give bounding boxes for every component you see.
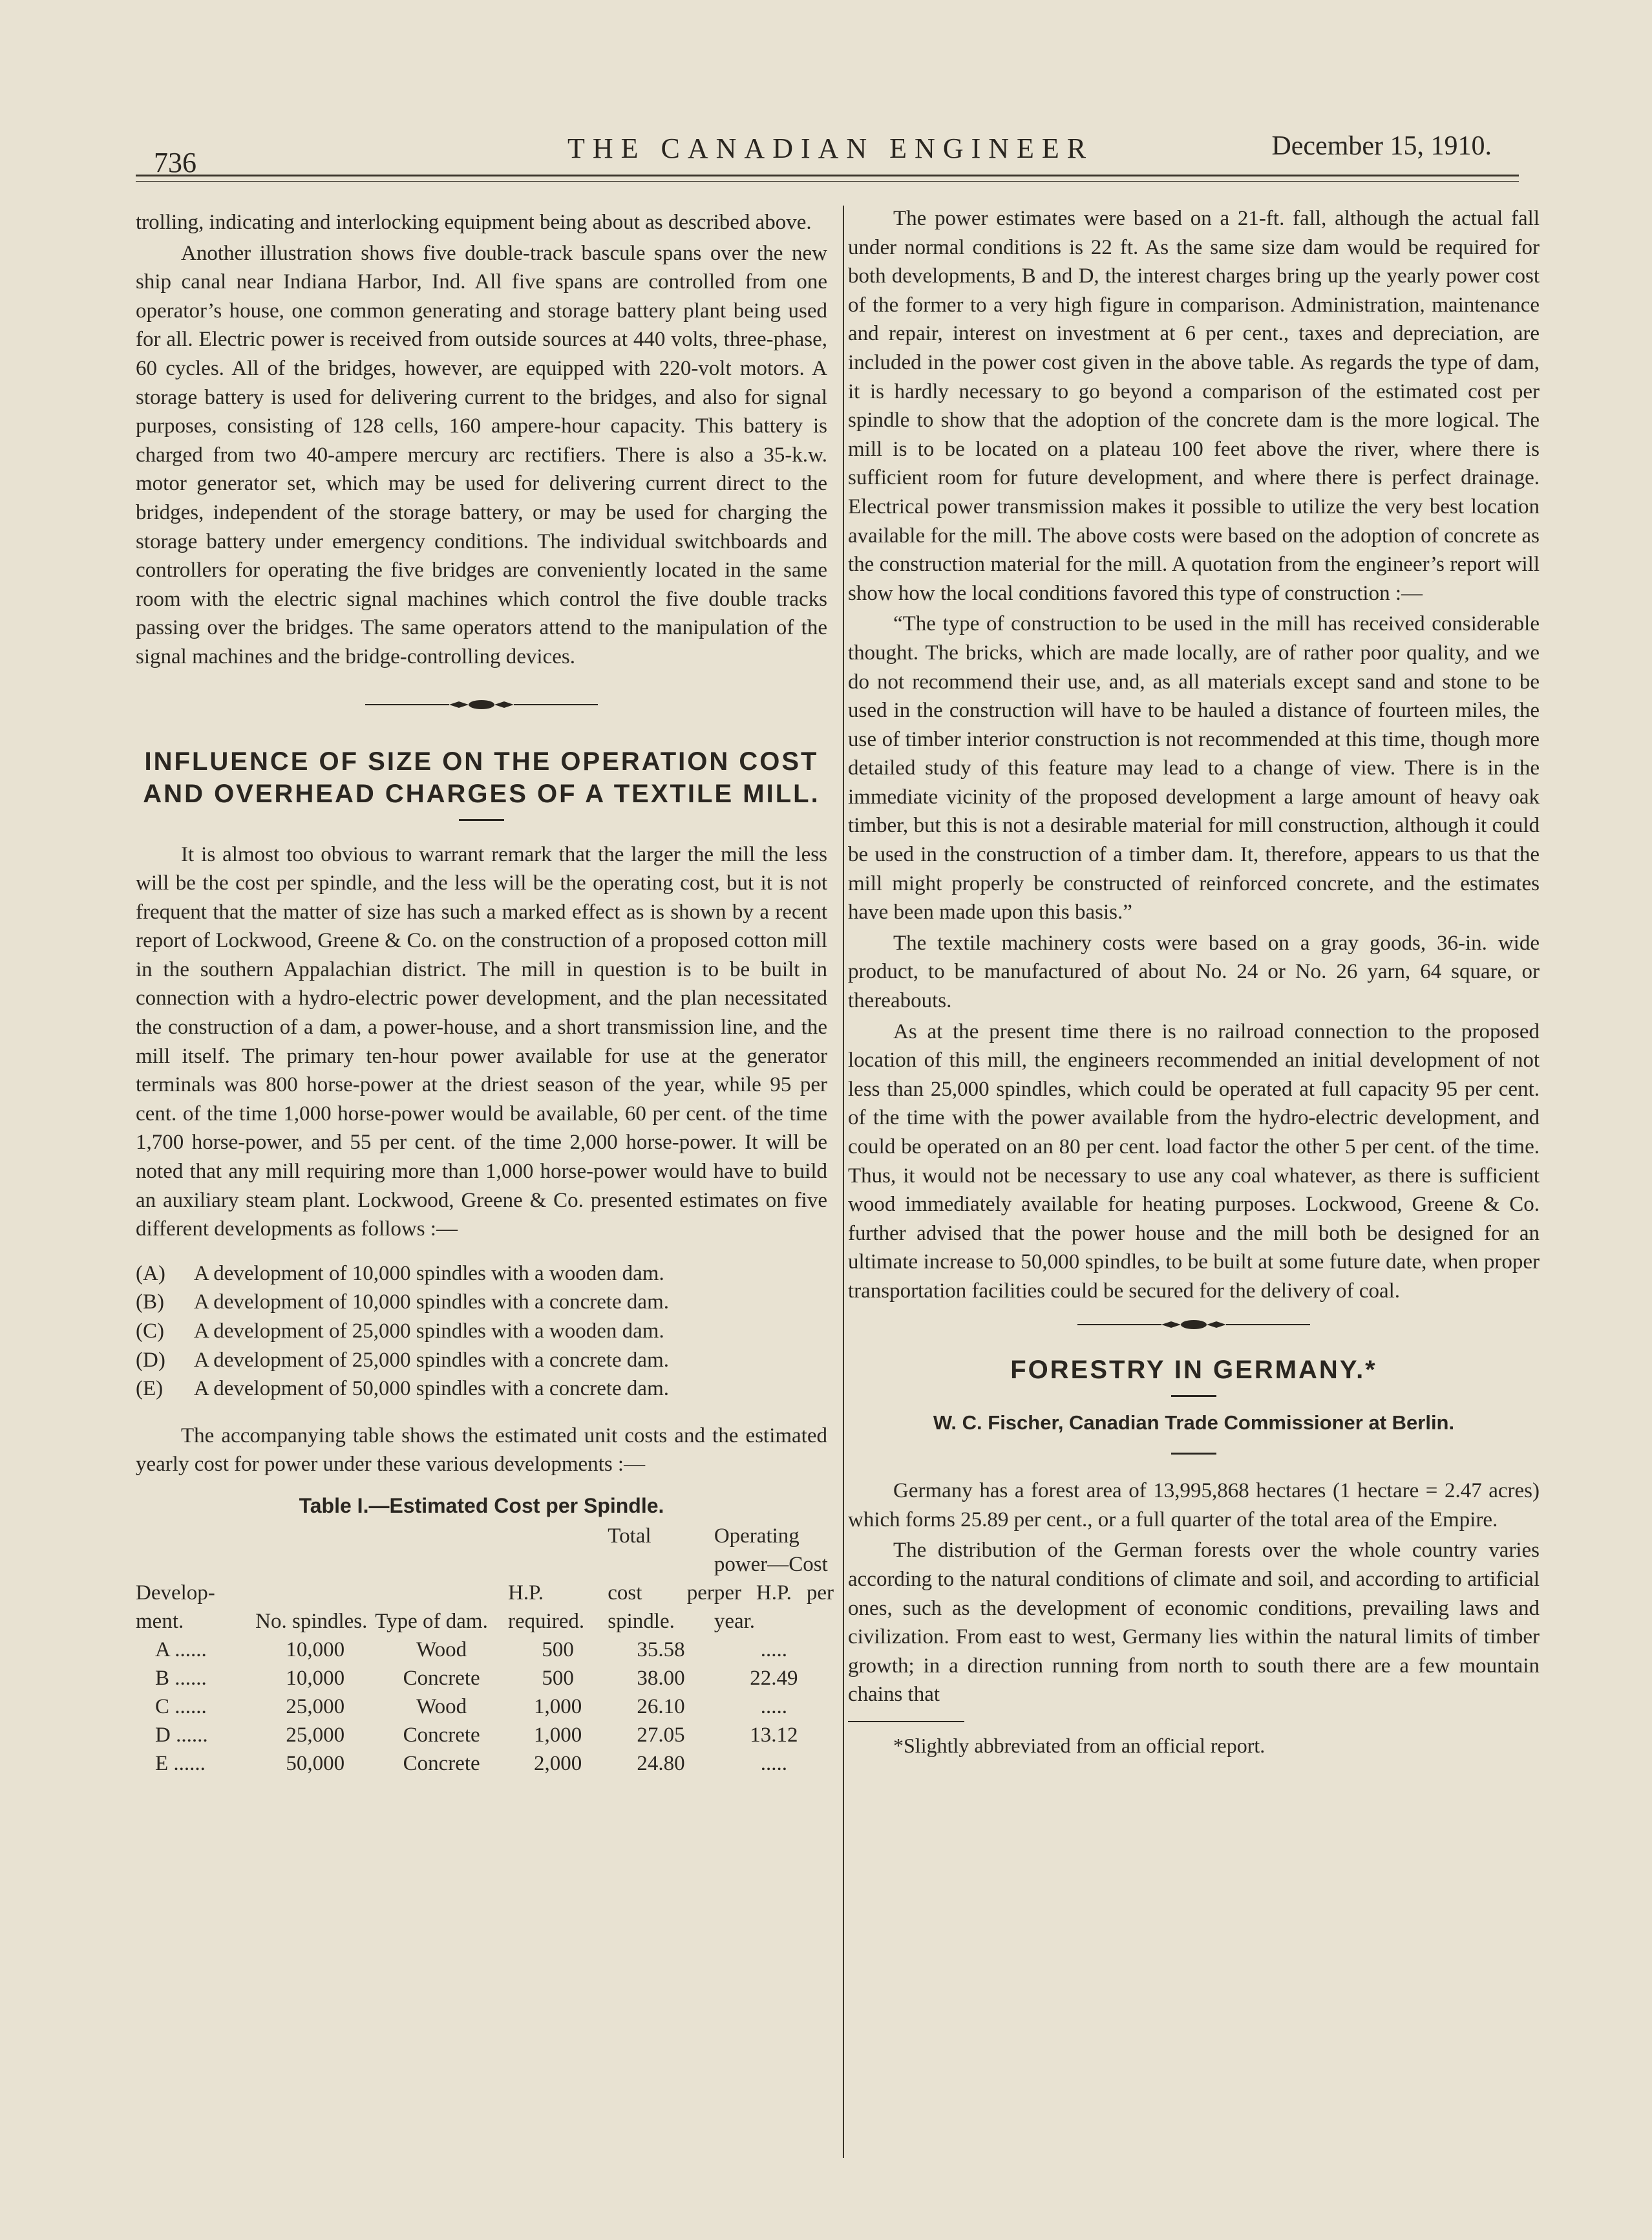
- table-intro-paragraph: The accompanying table shows the estimated unit costs and the estimated yearly cost for power under these various developments :—: [136, 1424, 827, 1477]
- cell-power: 13.12: [750, 1723, 798, 1747]
- table-header-top: [136, 1522, 834, 1550]
- header-development: Develop- ment.: [136, 1581, 215, 1633]
- cell-spindles: 10,000: [286, 1666, 345, 1690]
- cell-development: C ......: [155, 1694, 207, 1718]
- cell-hp: 2,000: [534, 1751, 582, 1775]
- article-title: INFLUENCE OF SIZE ON THE OPERATION COST AND OVERHEAD CHARGES OF A TEXTILE MILL.: [143, 747, 820, 808]
- list-item-text: A development of 25,000 spindles with a wooden dam.: [194, 1319, 664, 1343]
- cell-development: B ......: [155, 1666, 207, 1690]
- cell-cost: 35.58: [637, 1637, 685, 1661]
- page-number: 736: [154, 147, 196, 178]
- cell-cost: 27.05: [637, 1723, 685, 1747]
- cost-table: [136, 1522, 834, 1778]
- list-item: [136, 1259, 827, 1288]
- list-item-letter: (A): [136, 1261, 165, 1285]
- cell-cost: 24.80: [637, 1751, 685, 1775]
- forestry-paragraph: Germany has a forest area of 13,995,868 hectares (1 hectare = 2.47 acres) which forms 25.89 per cent., or a full quarter of the total area of the Empire.: [848, 1479, 1540, 1531]
- railroad-paragraph: As at the present time there is no railroad connection to the proposed location of this mill, the engineers recommended an initial development of not less than 25,000 spindles, which could be operated at full capacity 95 per cent. of the time with the power available from the hydro-electric development, and could be operated on an 80 per cent. load factor the other 5 per cent. of the time. Thus, it would not be necessary to use any coal whatever, as there is sufficient wood immediately available for heating purposes. Lockwood, Greene & Co. further advised that the power house and the mill both be designed for an ultimate increase to 50,000 spindles, to be built at some future date, when proper transportation facilities could be secured for the delivery of coal.: [848, 1019, 1540, 1303]
- list-item-letter: (D): [136, 1348, 165, 1372]
- right-column: [848, 204, 1540, 1760]
- cell-power: .....: [760, 1637, 788, 1661]
- list-item-text: A development of 25,000 spindles with a concrete dam.: [194, 1348, 669, 1372]
- article-paragraph: It is almost too obvious to warrant remark that the larger the mill the less will be the cost per spindle, and the less will be the operating cost, but it is not frequent that the matter of size has such a marked effect as is shown by a recent report of Lockwood, Greene & Co. on the construction of a proposed cotton mill in the southern Appalachian district. The mill in question is to be built in connection with a hydro-electric power development, and the plan necessitated the construction of a dam, a power-house, and a short transmission line, and the mill itself. The primary ten-hour power available for use at the generator terminals was 800 horse-power at the driest season of the year, while 95 per cent. of the time 1,000 horse-power would be available, 60 per cent. of the time 1,700 horse-power, and 55 per cent. of the time 2,000 horse-power. It will be noted that any mill requiring more than 1,000 horse-power would have to build an auxiliary steam plant. Lockwood, Greene & Co. presented estimates on five different developments as follows :—: [136, 842, 827, 1241]
- column-divider: [843, 206, 844, 2158]
- journal-title: THE CANADIAN ENGINEER: [567, 133, 1094, 164]
- section-ornament: [1077, 1315, 1310, 1334]
- machinery-paragraph: The textile machinery costs were based on a gray goods, 36-in. wide product, to be manufactured of about No. 24 or No. 26 yarn, 64 square, or thereabouts.: [848, 931, 1540, 1013]
- header-total: Total: [608, 1524, 651, 1548]
- cell-hp: 500: [542, 1666, 574, 1690]
- forestry-paragraph: The distribution of the German forests over the whole country varies according to the natural conditions of climate and soil, and according to artificial ones, such as the development of economic conditions, prevailing laws and civilization. From east to west, Germany lies within the natural limits of timber growth; in a direction running from north to south there are a few mountain chains that: [848, 1539, 1540, 1707]
- cell-spindles: 50,000: [286, 1751, 345, 1775]
- cell-dam: Wood: [416, 1694, 467, 1718]
- bascule-spans-paragraph: Another illustration shows five double-track bascule spans over the new ship canal near Indiana Harbor, Ind. All five spans are controlled from one operator’s house, one common generating and storage battery plant being used for all. Electric power is received from outside sources at 440 volts, three-phase, 60 cycles. All of the bridges, however, are equipped with 220-volt motors. A storage battery is used for delivering current to the bridges, and also for signal purposes, consisting of 128 cells, 160 ampere-hour capacity. This battery is charged from two 40-ampere mercury arc rectifiers. There is also a 35-k.w. motor generator set, which may be used for delivering current direct to the bridges, independent of the storage battery, or may be used for charging the storage battery under emergency conditions. The individual switchboards and controllers for operating the five bridges are conveniently located in the same room with the electric signal machines which control the five double tracks passing over the bridges. The same operators attend to the manipulation of the signal machines and the bridge-controlling devices.: [136, 241, 827, 668]
- list-item-letter: (B): [136, 1290, 164, 1314]
- footnote-rule: [848, 1721, 964, 1722]
- forestry-byline: W. C. Fischer, Canadian Trade Commissioner at Berlin.: [933, 1411, 1455, 1434]
- cell-development: A ......: [155, 1637, 207, 1661]
- table-row: [136, 1721, 834, 1749]
- table-row: [136, 1636, 834, 1664]
- cell-dam: Concrete: [403, 1666, 480, 1690]
- issue-date: December 15, 1910.: [1271, 131, 1492, 161]
- list-item-letter: (C): [136, 1319, 164, 1343]
- table-row: [136, 1692, 834, 1721]
- cell-hp: 1,000: [534, 1723, 582, 1747]
- cell-hp: 500: [542, 1637, 574, 1661]
- cell-dam: Concrete: [403, 1751, 480, 1775]
- page-header: [154, 127, 1511, 178]
- list-item: [136, 1317, 827, 1346]
- development-list: [136, 1259, 827, 1403]
- cell-spindles: 25,000: [286, 1694, 345, 1718]
- header-power-cost: power—Cost per H.P. per year.: [714, 1552, 834, 1633]
- cell-dam: Concrete: [403, 1723, 480, 1747]
- header-rule-thin: [136, 181, 1519, 182]
- left-column: [136, 208, 834, 1778]
- cell-dam: Wood: [416, 1637, 467, 1661]
- header-dam-type: Type of dam.: [375, 1609, 488, 1633]
- engineer-quotation: “The type of construction to be used in the mill has received considerable thought. The bricks, which are made locally, are of rather poor quality, and we do not recommend their use, and, as all materials except sand and stone to be used in the construction will have to be hauled a distance of fourteen miles, the use of timber interior construction is not recommended at this time, though more detailed study of this feature may lead to a change of view. There is in the immediate vicinity of the proposed development a large amount of heavy oak timber, but this is not a desirable material for mill construction, although it could be used in the construction of a timber dam. It, therefore, appears to us that the mill might properly be constructed of reinforced concrete, and the estimates have been made upon this basis.”: [848, 612, 1540, 924]
- list-item-text: A development of 10,000 spindles with a concrete dam.: [194, 1290, 669, 1314]
- forestry-title: FORESTRY IN GERMANY.*: [1010, 1355, 1377, 1384]
- cell-hp: 1,000: [534, 1694, 582, 1718]
- table-header-row: [136, 1550, 834, 1636]
- table-row: [136, 1664, 834, 1692]
- list-item: [136, 1288, 827, 1317]
- cell-power: .....: [760, 1751, 788, 1775]
- byline-rule: [1171, 1453, 1216, 1455]
- cell-power: .....: [760, 1694, 788, 1718]
- cell-spindles: 25,000: [286, 1723, 345, 1747]
- header-spindles: No. spindles.: [255, 1609, 368, 1633]
- title-rule: [459, 819, 504, 821]
- cell-power: 22.49: [750, 1666, 798, 1690]
- list-item: [136, 1346, 827, 1375]
- cell-development: D ......: [155, 1723, 208, 1747]
- list-item-letter: (E): [136, 1377, 164, 1401]
- cell-development: E ......: [155, 1751, 206, 1775]
- section-ornament: [365, 695, 598, 714]
- continued-paragraph: trolling, indicating and interlocking equipment being about as described above.: [136, 211, 812, 234]
- header-rule: [136, 175, 1519, 176]
- list-item: [136, 1374, 827, 1403]
- header-operating: Operating: [714, 1524, 800, 1548]
- footnote: *Slightly abbreviated from an official report.: [893, 1733, 1265, 1757]
- power-estimates-paragraph: The power estimates were based on a 21-ft. fall, although the actual fall under normal conditions is 22 ft. As the same size dam would be required for both developments, B and D, the interest charges bring up the yearly power cost of the former to a very high figure in comparison. Administration, maintenance and repair, interest on investment at 6 per cent., taxes and depreciation, are included in the power cost given in the above table. As regards the type of dam, it is hardly necessary to go beyond a comparison of the estimated cost per spindle to show that the adoption of the concrete dam is the more logical. The mill is to be located on a plateau 100 feet above the river, where there is sufficient room for future development, and where there is perfect drainage. Electrical power transmission makes it possible to utilize the very best location available for the mill. The above costs were based on the adoption of concrete as the construction material for the mill. A quotation from the engineer’s report will show how the local conditions favored this type of construction :—: [848, 207, 1540, 605]
- header-cost-per-spindle: cost per spindle.: [608, 1581, 714, 1633]
- title-rule: [1171, 1395, 1216, 1397]
- cell-spindles: 10,000: [286, 1637, 345, 1661]
- list-item-text: A development of 50,000 spindles with a concrete dam.: [194, 1377, 669, 1401]
- table-row: [136, 1749, 834, 1778]
- cell-cost: 38.00: [637, 1666, 685, 1690]
- list-item-text: A development of 10,000 spindles with a wooden dam.: [194, 1261, 664, 1285]
- table-caption: Table I.—Estimated Cost per Spindle.: [299, 1493, 664, 1517]
- cell-cost: 26.10: [637, 1694, 685, 1718]
- header-hp: H.P. required.: [507, 1581, 585, 1633]
